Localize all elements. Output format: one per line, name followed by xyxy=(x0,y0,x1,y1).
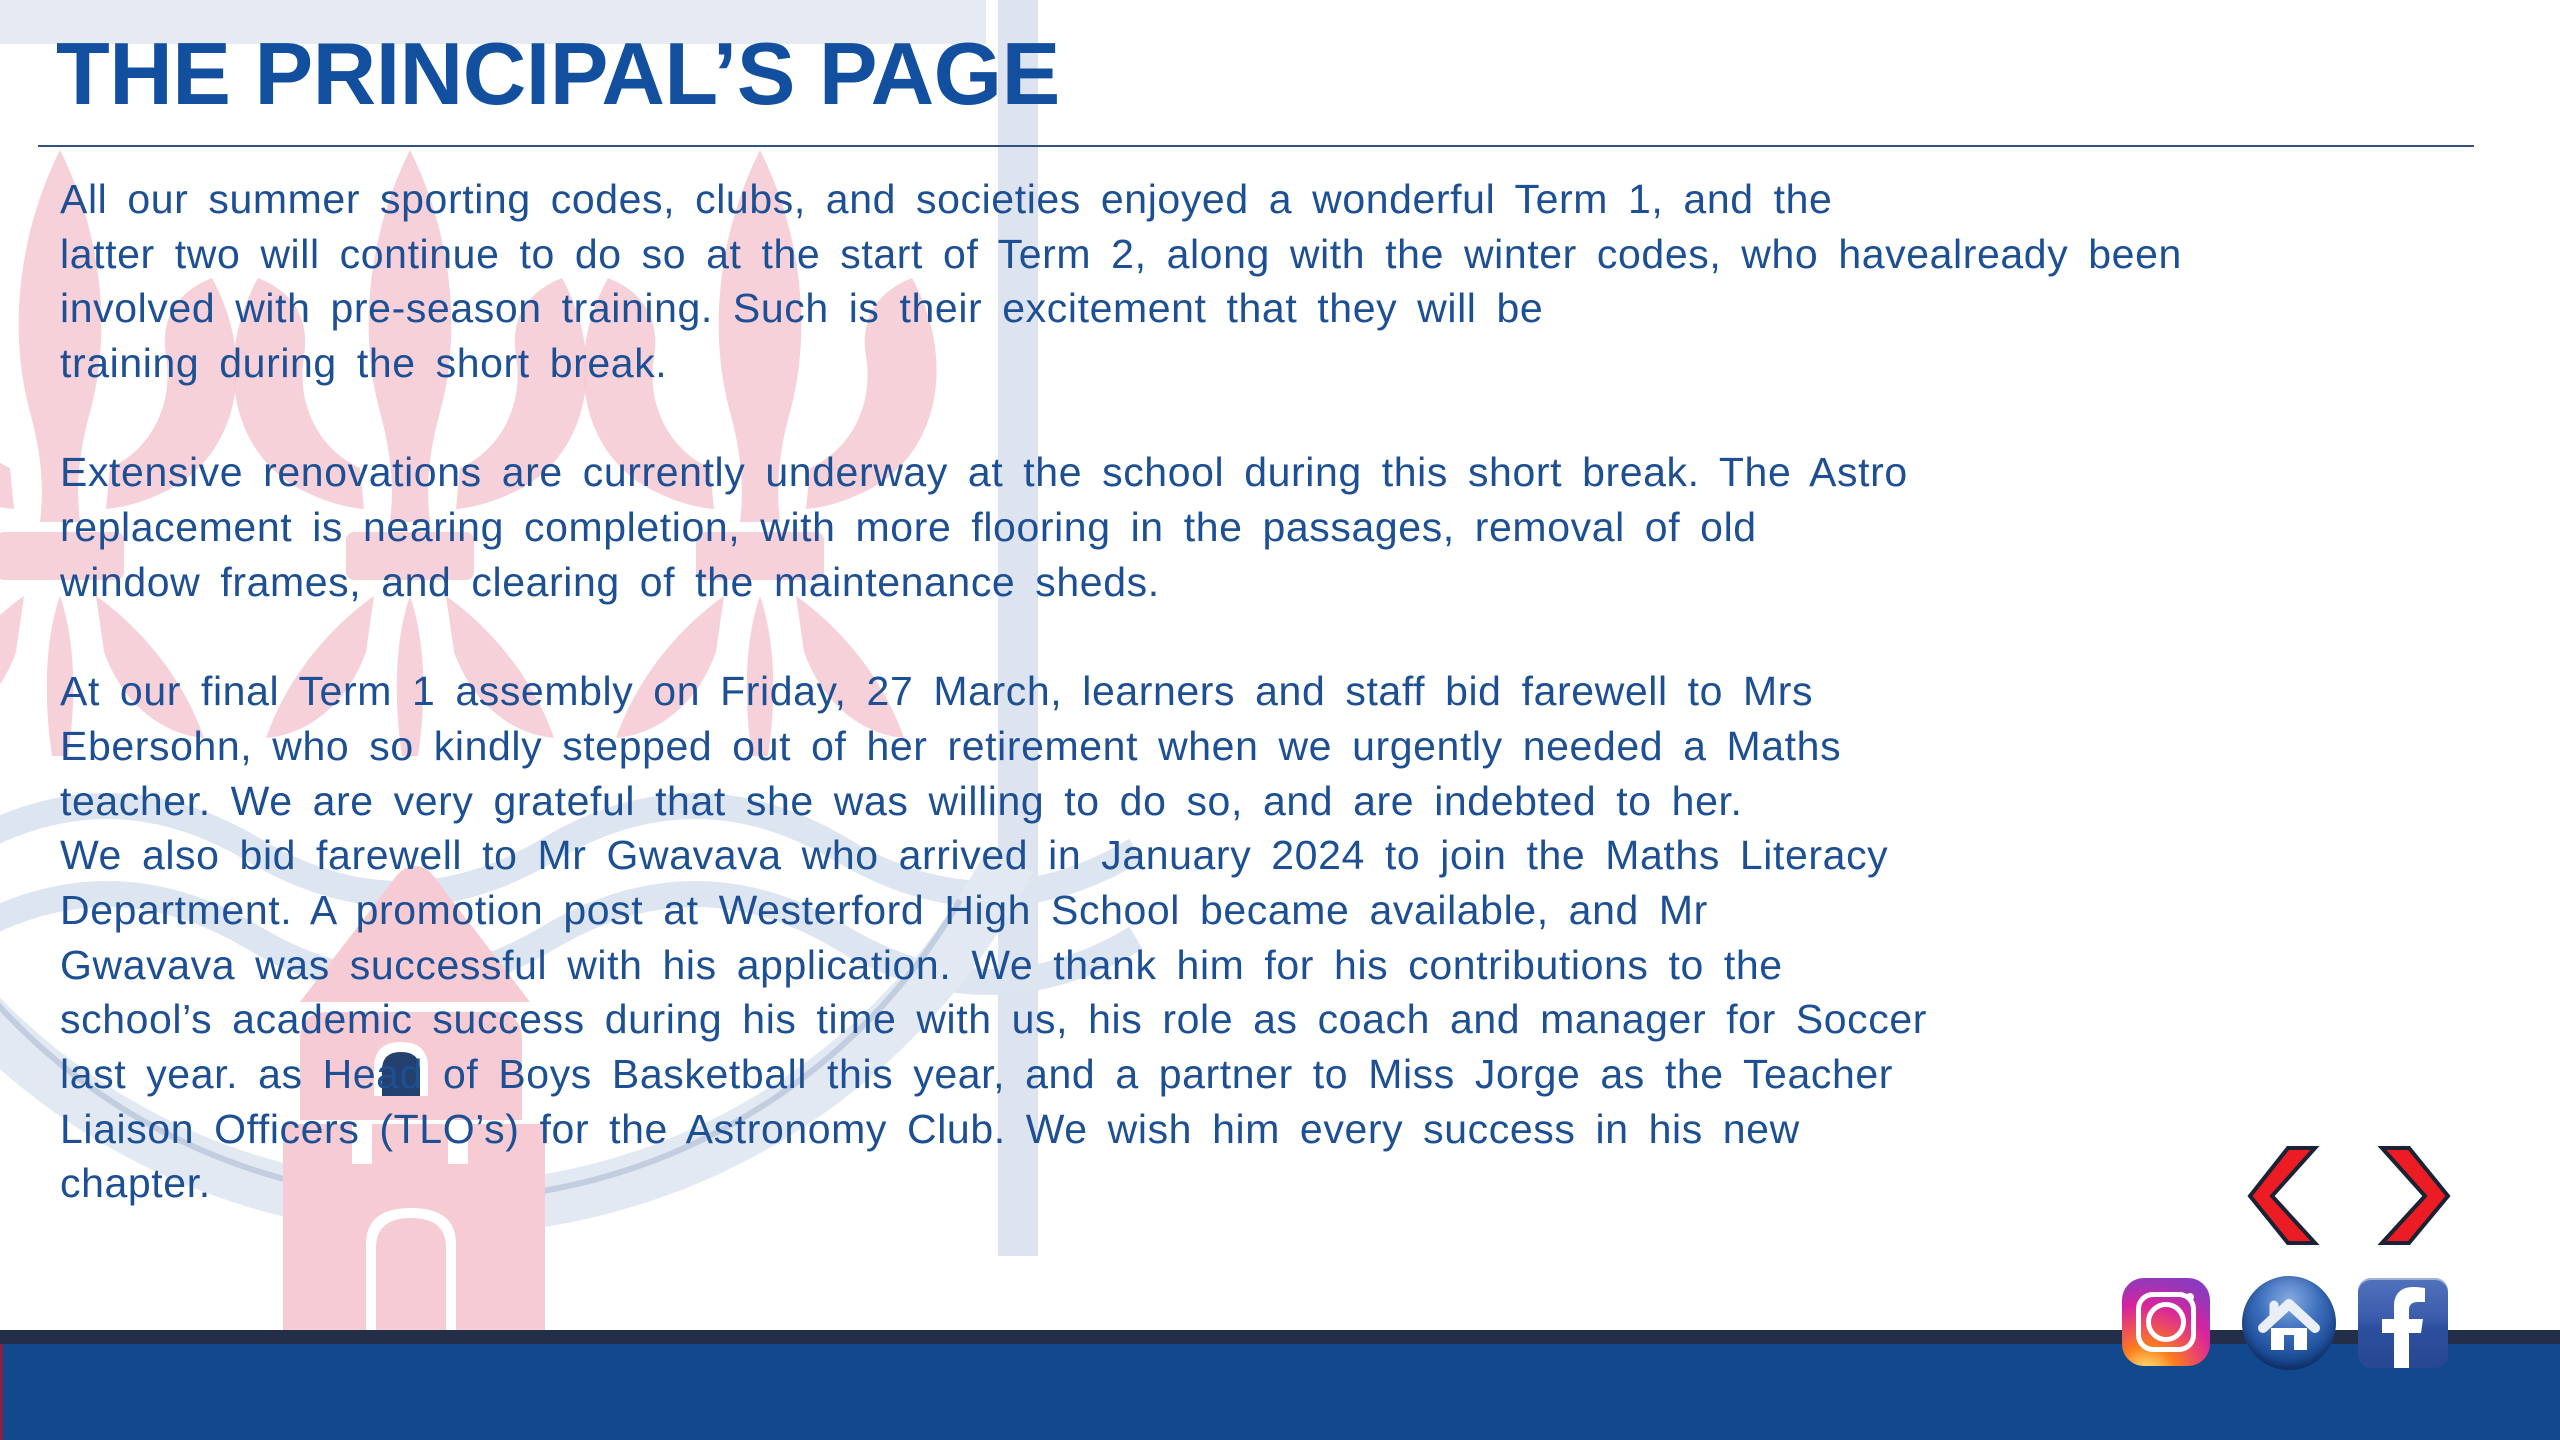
text-line: Gwavava was successful with his application. We thank him for his contributions to the xyxy=(60,941,1783,988)
text-line: replacement is nearing completion, with more flooring in the passages, removal of old xyxy=(60,504,1757,551)
text-line: Department. A promotion post at Westerford High School became available, and Mr xyxy=(60,886,1708,933)
page-title: THE PRINCIPAL’S PAGE xyxy=(56,24,1060,123)
text-line: window frames, and clearing of the maintenance sheds. xyxy=(60,558,1160,605)
home-icon[interactable] xyxy=(2242,1276,2336,1370)
text-line: Extensive renovations are currently underway at the school during this short break. The Astro xyxy=(60,449,1908,496)
next-page-button[interactable] xyxy=(2382,1148,2448,1243)
text-line: chapter. xyxy=(60,1160,211,1207)
article-body xyxy=(60,172,2540,1211)
chevron-right-icon[interactable] xyxy=(2382,1148,2448,1243)
facebook-f-glyph xyxy=(2358,1278,2448,1368)
social-links xyxy=(2122,1276,2452,1372)
text-line: We also bid farewell to Mr Gwavava who arrived in January 2024 to join the Maths Literacy xyxy=(60,832,1889,879)
page-navigation xyxy=(2240,1140,2460,1252)
text-line: All our summer sporting codes, clubs, and societies enjoyed a wonderful Term 1, and the xyxy=(60,176,1833,222)
instagram-camera-lens xyxy=(2146,1302,2186,1342)
instagram-camera-flash-dot xyxy=(2186,1293,2194,1301)
instagram-icon[interactable] xyxy=(2122,1278,2210,1366)
facebook-icon[interactable] xyxy=(2358,1278,2448,1368)
text-line: school’s academic success during his time with us, his role as coach and manager for Soccer xyxy=(60,996,1928,1043)
paragraph-3 xyxy=(60,664,2540,1211)
text-line: At our final Term 1 assembly on Friday, 27 March, learners and staff bid farewell to Mrs xyxy=(60,668,1814,715)
prev-page-button[interactable] xyxy=(2250,1148,2315,1243)
text-line: latter two will continue to do so at the start of Term 2, along with the winter codes, who havealready been xyxy=(60,230,2182,277)
footer-left-accent xyxy=(0,1344,3,1440)
text-line: involved with pre-season training. Such is their excitement that they will be xyxy=(60,285,1544,332)
text-line: Liaison Officers (TLO’s) for the Astronomy Club. We wish him every success in his new xyxy=(60,1105,1800,1152)
paragraph-1 xyxy=(60,172,2540,391)
title-divider xyxy=(38,145,2474,147)
paragraph-2 xyxy=(60,445,2540,609)
home-house-glyph xyxy=(2242,1276,2336,1370)
text-line: training during the short break. xyxy=(60,340,668,387)
text-line: Ebersohn, who so kindly stepped out of her retirement when we urgently needed a Maths xyxy=(60,722,1842,769)
text-line: last year. as Head of Boys Basketball this year, and a partner to Miss Jorge as the Teacher xyxy=(60,1051,1894,1097)
chevron-left-icon[interactable] xyxy=(2250,1148,2315,1243)
text-line: teacher. We are very grateful that she was willing to do so, and are indebted to her. xyxy=(60,777,1743,824)
